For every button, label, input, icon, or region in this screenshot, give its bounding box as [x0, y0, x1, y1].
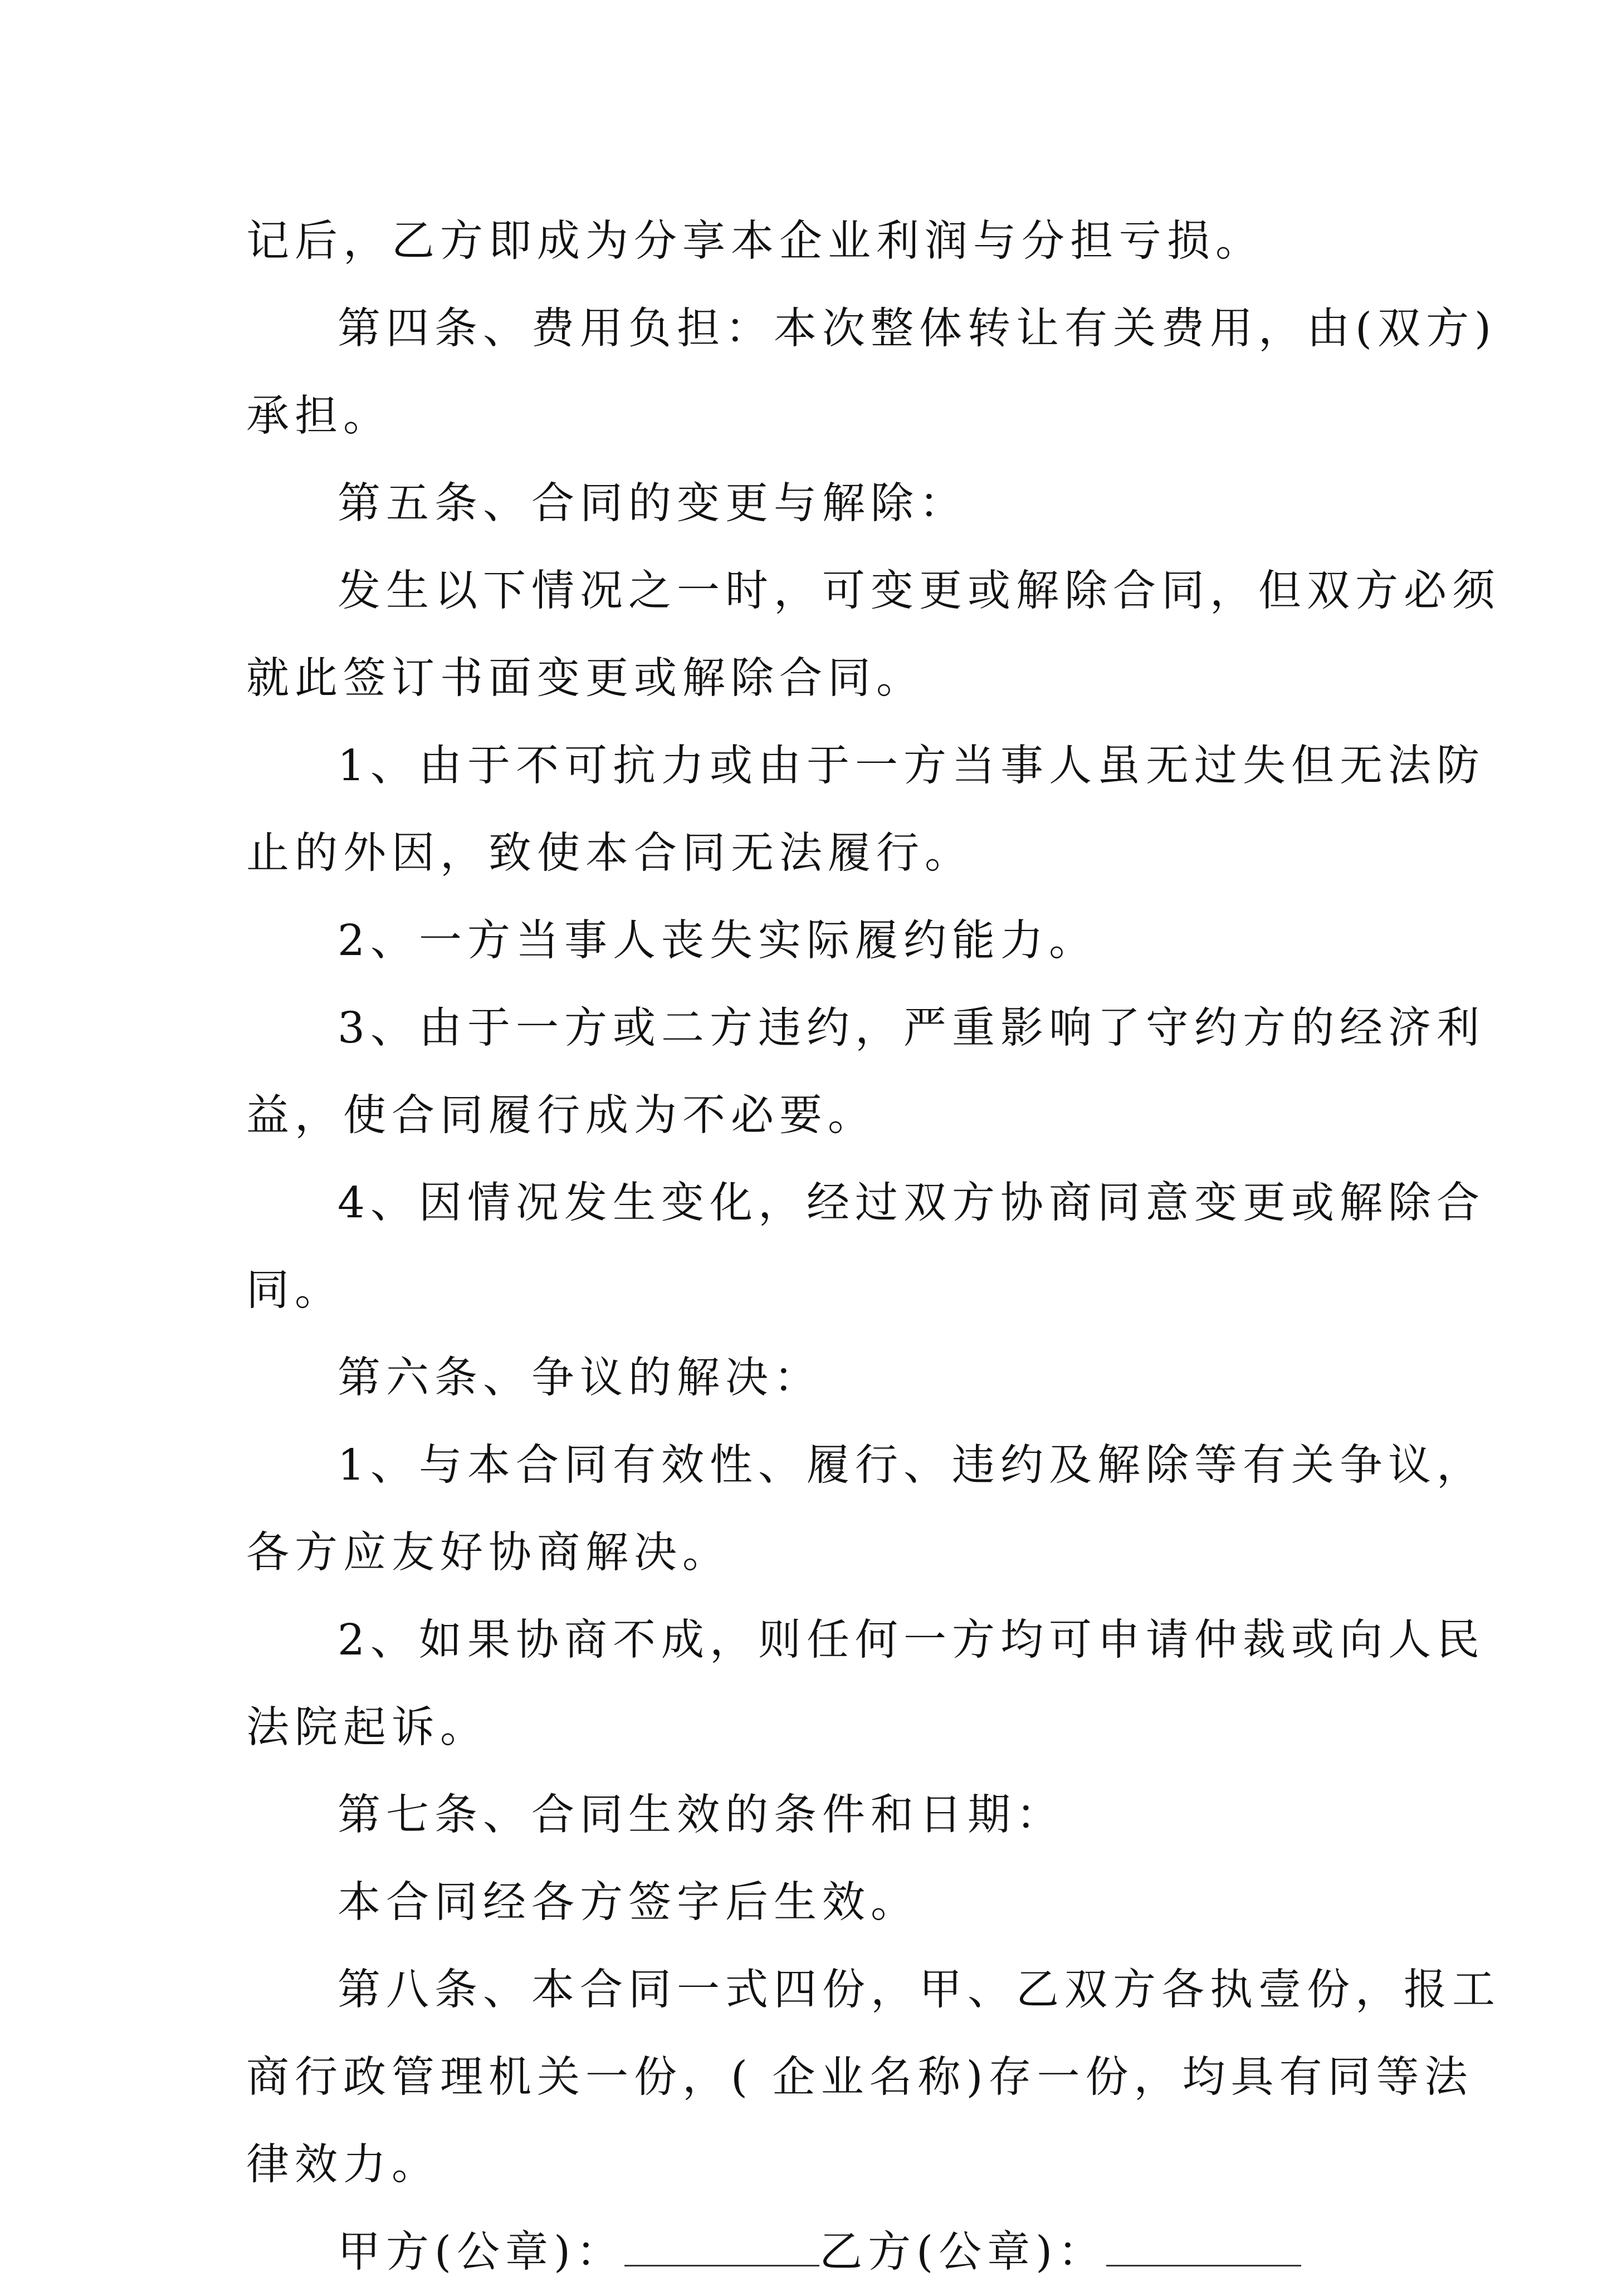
- party-b-signature-line: [1106, 2254, 1301, 2266]
- text-line: 就此签订书面变更或解除合同。: [246, 654, 925, 703]
- signature-row: [246, 2209, 1383, 2296]
- list-item-3: 3、由于一方或二方违约，严重影响了守约方的经济利: [338, 1003, 1485, 1053]
- text-line: 律效力。: [246, 2140, 440, 2190]
- text-line: 同。: [246, 1266, 343, 1315]
- text-line: 商行政管理机关一份，( 企业名称)存一份，均具有同等法: [246, 2053, 1473, 2102]
- text-line: 记后，乙方即成为分享本企业利润与分担亏损。: [246, 217, 1264, 266]
- party-a-label: 甲方(公章)：: [338, 2228, 625, 2277]
- clause-4-line: 第四条、费用负担：本次整体转让有关费用，由(双方): [338, 304, 1497, 354]
- list-item-2: 2、一方当事人丧失实际履约能力。: [338, 916, 1097, 966]
- list-item-1: 1、由于不可抗力或由于一方当事人虽无过失但无法防: [338, 741, 1485, 791]
- contract-body: [246, 198, 1501, 2296]
- text-line: 本合同经各方签字后生效。: [338, 1878, 919, 1927]
- list-item-2: 2、如果协商不成，则任何一方均可申请仲裁或向人民: [338, 1615, 1485, 1665]
- text-line: 法院起诉。: [246, 1703, 489, 1752]
- text-line: 益，使合同履行成为不必要。: [246, 1091, 876, 1140]
- text-line: 止的外因，致使本合同无法履行。: [246, 829, 973, 878]
- text-line: 承担。: [246, 391, 392, 441]
- clause-5-heading: 第五条、合同的变更与解除：: [338, 479, 968, 528]
- party-a-signature-line: [624, 2254, 819, 2266]
- clause-6-heading: 第六条、争议的解决：: [338, 1353, 822, 1403]
- text-line: 各方应友好协商解决。: [246, 1528, 731, 1578]
- list-item-1: 1、与本合同有效性、履行、违约及解除等有关争议，: [338, 1441, 1485, 1490]
- clause-8-line: 第八条、本合同一式四份，甲、乙双方各执壹份，报工: [338, 1965, 1501, 2015]
- list-item-4: 4、因情况发生变化，经过双方协商同意变更或解除合: [338, 1178, 1485, 1228]
- text-line: 发生以下情况之一时，可变更或解除合同，但双方必须: [338, 566, 1501, 616]
- clause-7-heading: 第七条、合同生效的条件和日期：: [338, 1790, 1064, 1840]
- party-b-label: 乙方(公章)：: [819, 2228, 1107, 2277]
